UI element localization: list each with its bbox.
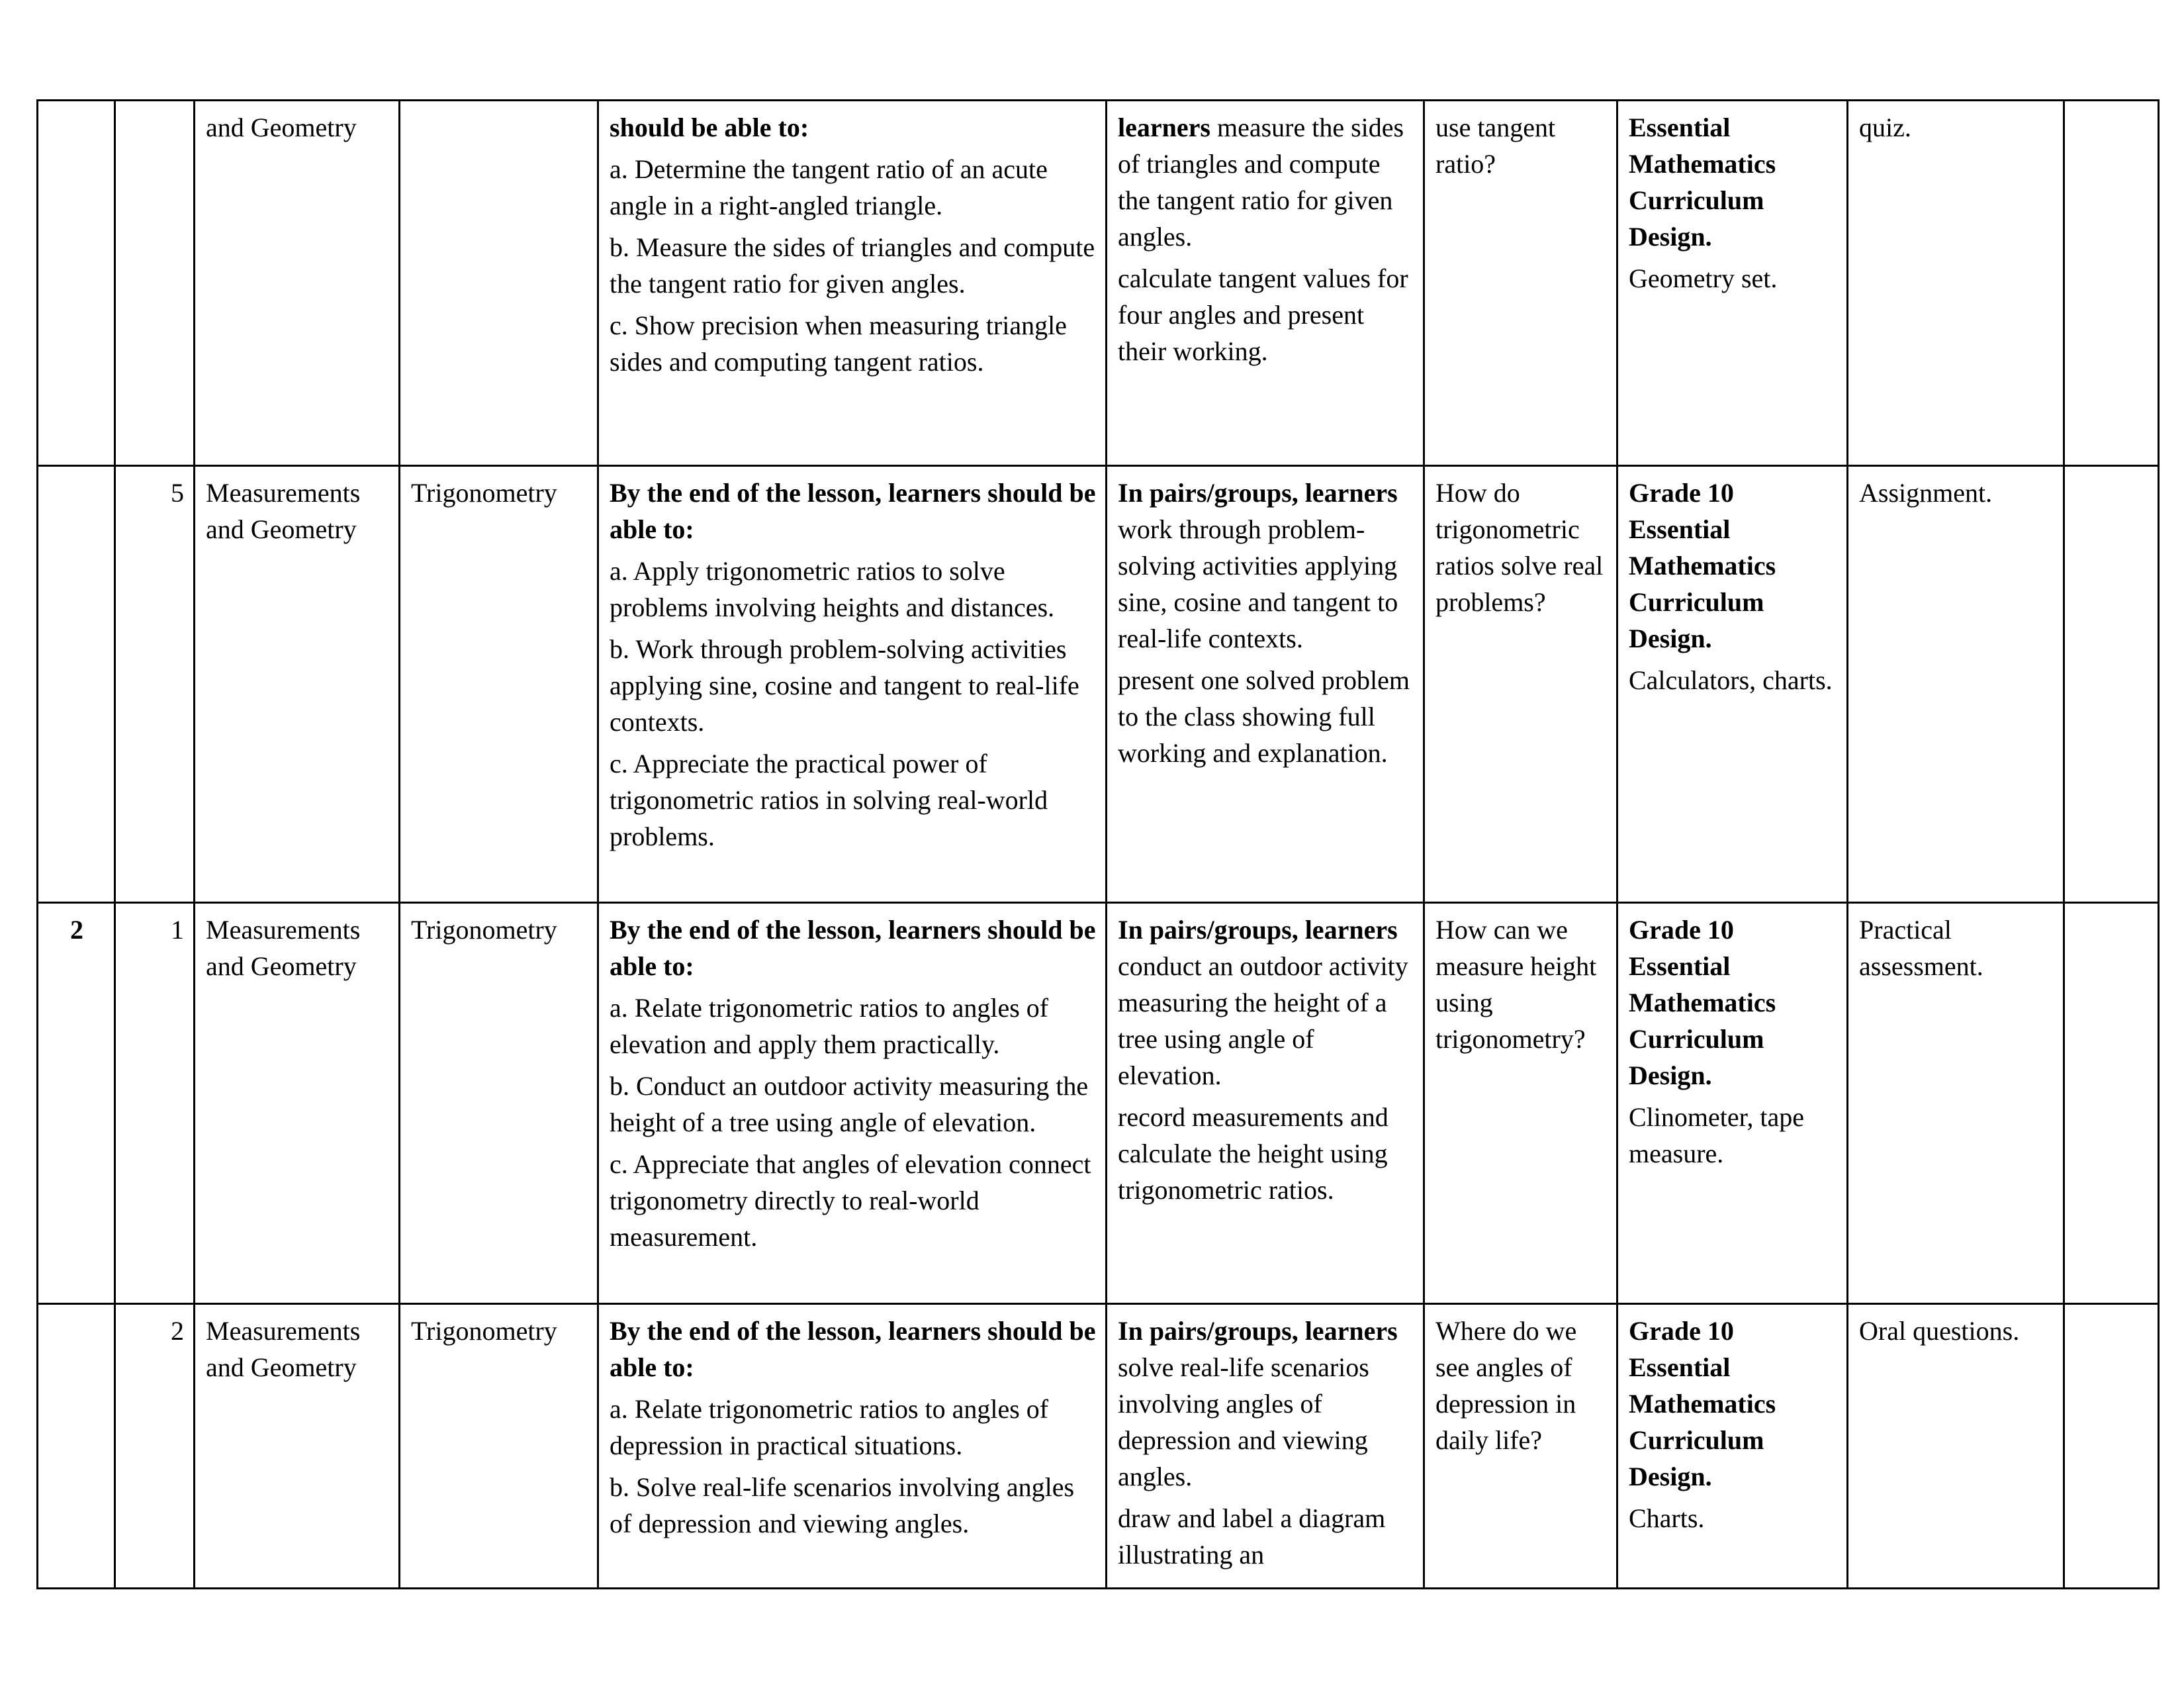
sub-strand-cell: Trigonometry [400,1304,598,1589]
key-inquiry-question-cell: How do trigonometric ratios solve real problems? [1424,466,1617,903]
assessment-cell: Practical assessment. [1848,903,2064,1304]
experience-lead-rest: solve real-life scenarios involving angles of depression and viewing angles. [1118,1352,1369,1491]
lesson-cell: 5 [115,466,195,903]
strand-cell: Measurements and Geometry [195,466,400,903]
key-inquiry-question-cell: How can we measure height using trigonometry? [1424,903,1617,1304]
outcome-item: c. Appreciate the practical power of trigonometric ratios in solving real-world problems. [610,749,1048,851]
outcome-item: a. Relate trigonometric ratios to angles of elevation and apply them practically. [610,993,1049,1059]
outcomes-intro: should be able to: [610,113,809,142]
experience-lead [1118,109,1414,255]
outcome-item: a. Determine the tangent ratio of an acute angle in a right-angled triangle. [610,154,1048,220]
experience-lead [1118,1313,1414,1495]
experience-lead [1118,912,1414,1094]
scheme-of-work-table [36,99,2160,1589]
learning-experiences-cell [1107,466,1424,903]
experience-follow: present one solved problem to the class showing full working and explanation. [1118,665,1410,768]
learning-experiences-cell [1107,101,1424,466]
learning-outcomes-cell [598,101,1107,466]
resources-bold: Grade 10 Essential Mathematics Curriculum Design. [1629,1316,1776,1491]
lesson-cell: 1 [115,903,195,1304]
strand-cell: Measurements and Geometry [195,1304,400,1589]
experience-lead-bold: In pairs/groups, learners [1118,915,1398,945]
resources-extra: Clinometer, tape measure. [1629,1102,1804,1168]
strand-cell: Measurements and Geometry [195,903,400,1304]
resources-bold: Essential Mathematics Curriculum Design. [1629,113,1776,252]
remarks-cell [2064,1304,2159,1589]
outcomes-intro: By the end of the lesson, learners should be able to: [610,478,1096,544]
resources-extra: Geometry set. [1629,263,1778,293]
assessment-cell: Oral questions. [1848,1304,2064,1589]
experience-lead-rest: work through problem-solving activities applying sine, cosine and tangent to real-life contexts. [1118,514,1398,653]
strand-cell: and Geometry [195,101,400,466]
key-inquiry-question-cell: use tangent ratio? [1424,101,1617,466]
learning-outcomes-cell [598,903,1107,1304]
sub-strand-cell [400,101,598,466]
table-row [38,1304,2159,1589]
remarks-cell [2064,903,2159,1304]
experience-follow: draw and label a diagram illustrating an [1118,1503,1386,1570]
lesson-cell: 2 [115,1304,195,1589]
resources-bold: Grade 10 Essential Mathematics Curriculum Design. [1629,478,1776,653]
outcome-item: b. Conduct an outdoor activity measuring the height of a tree using angle of elevation. [610,1071,1089,1137]
sub-strand-cell: Trigonometry [400,903,598,1304]
learning-resources-cell [1617,1304,1848,1589]
resources-bold: Grade 10 Essential Mathematics Curriculum Design. [1629,915,1776,1090]
learning-outcomes-cell [598,1304,1107,1589]
learning-outcomes-cell [598,466,1107,903]
week-cell [38,1304,115,1589]
outcomes-intro: By the end of the lesson, learners should be able to: [610,915,1096,981]
assessment-cell: Assignment. [1848,466,2064,903]
lesson-cell [115,101,195,466]
learning-resources-cell [1617,466,1848,903]
experience-lead [1118,475,1414,657]
remarks-cell [2064,466,2159,903]
outcomes-intro: By the end of the lesson, learners should be able to: [610,1316,1096,1382]
experience-lead-bold: In pairs/groups, learners [1118,478,1398,508]
experience-lead-bold: In pairs/groups, learners [1118,1316,1398,1346]
key-inquiry-question-cell: Where do we see angles of depression in daily life? [1424,1304,1617,1589]
assessment-cell: quiz. [1848,101,2064,466]
table-row [38,466,2159,903]
resources-extra: Charts. [1629,1503,1705,1533]
outcome-item: a. Apply trigonometric ratios to solve problems involving heights and distances. [610,556,1055,622]
experience-lead-rest: measure the sides of triangles and compute the tangent ratio for given angles. [1118,113,1404,252]
experience-follow: record measurements and calculate the height using trigonometric ratios. [1118,1102,1388,1205]
week-cell: 2 [38,903,115,1304]
experience-lead-bold: learners [1118,113,1210,142]
experience-follow: calculate tangent values for four angles and present their working. [1118,263,1408,366]
week-cell [38,101,115,466]
outcome-item: b. Work through problem-solving activities applying sine, cosine and tangent to real-life contexts. [610,634,1079,737]
learning-experiences-cell [1107,903,1424,1304]
learning-resources-cell [1617,101,1848,466]
learning-resources-cell [1617,903,1848,1304]
outcome-item: c. Show precision when measuring triangle sides and computing tangent ratios. [610,310,1067,377]
table-row [38,903,2159,1304]
outcome-item: a. Relate trigonometric ratios to angles of depression in practical situations. [610,1394,1049,1460]
outcome-item: b. Measure the sides of triangles and compute the tangent ratio for given angles. [610,232,1095,299]
week-cell [38,466,115,903]
remarks-cell [2064,101,2159,466]
outcome-item: c. Appreciate that angles of elevation connect trigonometry directly to real-world measurement. [610,1149,1091,1252]
outcome-item: b. Solve real-life scenarios involving angles of depression and viewing angles. [610,1472,1075,1538]
learning-experiences-cell [1107,1304,1424,1589]
experience-lead-rest: conduct an outdoor activity measuring the height of a tree using angle of elevation. [1118,951,1408,1090]
resources-extra: Calculators, charts. [1629,665,1833,695]
sub-strand-cell: Trigonometry [400,466,598,903]
table-row [38,101,2159,466]
